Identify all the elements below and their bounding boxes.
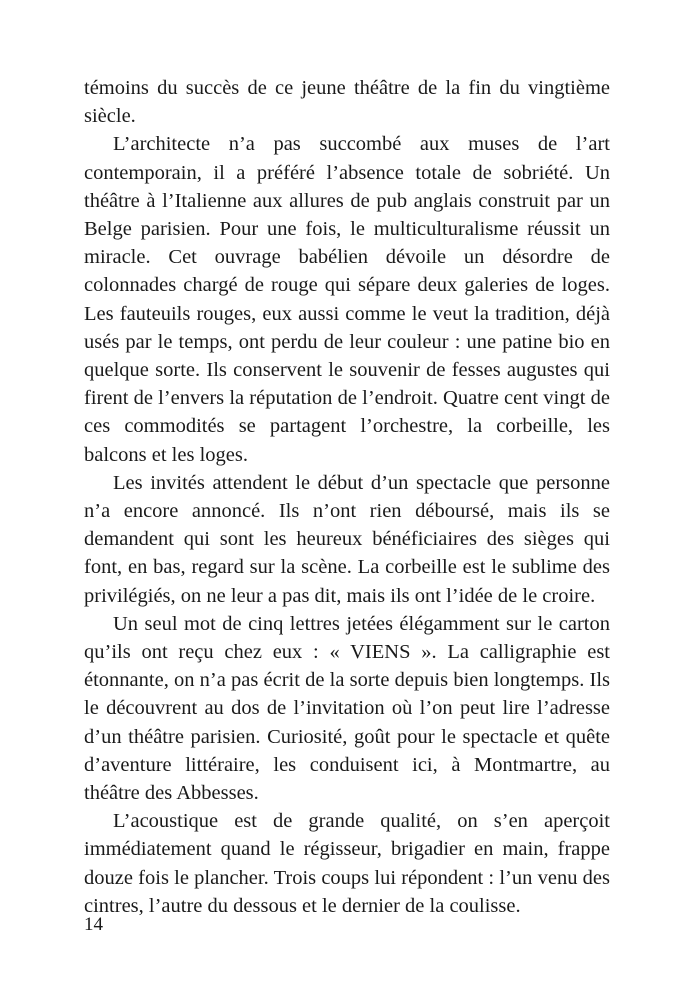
paragraph-invitation: Un seul mot de cinq lettres jetées élégamment sur le carton qu’ils ont reçu chez eux : « VIENS ». La calligraphie est étonnante, on n’a pas écrit de la sorte depuis bien longtemps. Ils le découvrent au dos de l’invitation où l’on peut lire l’adresse d’un théâtre parisien. Curiosité, goût pour le spectacle et quête d’aventure littéraire, les conduisent ici, à Montmartre, au théâtre des Abbesses. — [84, 612, 610, 805]
paragraph-guests: Les invités attendent le début d’un spectacle que personne n’a encore annoncé. Ils n’ont rien déboursé, mais ils se demandent qui sont les heureux bénéficiaires des sièges qui font, en bas, regard sur la scène. La corbeille est le sublime des privilégiés, on ne leur a pas dit, mais ils ont l’idée de le croire. — [84, 471, 610, 607]
body-text — [84, 74, 610, 920]
paragraph-acoustics: L’acoustique est de grande qualité, on s’en aperçoit immédiatement quand le régisseur, brigadier en main, frappe douze fois le plancher. Trois coups lui répondent : l’un venu des cintres, l’autre du dessous et le dernier de la coulisse. — [84, 810, 610, 917]
page-number: 14 — [84, 914, 103, 935]
paragraph-continuation: témoins du succès de ce jeune théâtre de la fin du vingtième siècle. — [84, 77, 610, 128]
paragraph-architecture: L’architecte n’a pas succombé aux muses de l’art contemporain, il a préféré l’absence totale de sobriété. Un théâtre à l’Italienne aux allures de pub anglais construit par un Belge parisien. Pour une fois, le multiculturalisme réussit un miracle. Cet ouvrage babélien dévoile un désordre de colonnades chargé de rouge qui sépare deux galeries de loges. Les fauteuils rouges, eux aussi comme le veut la tradition, déjà usés par le temps, ont perdu de leur couleur : une patine bio en quelque sorte. Ils conservent le souvenir de fesses augustes qui firent de l’envers la réputation de l’endroit. Quatre cent vingt de ces commodités se partagent l’orchestre, la corbeille, les balcons et les loges. — [84, 133, 610, 466]
